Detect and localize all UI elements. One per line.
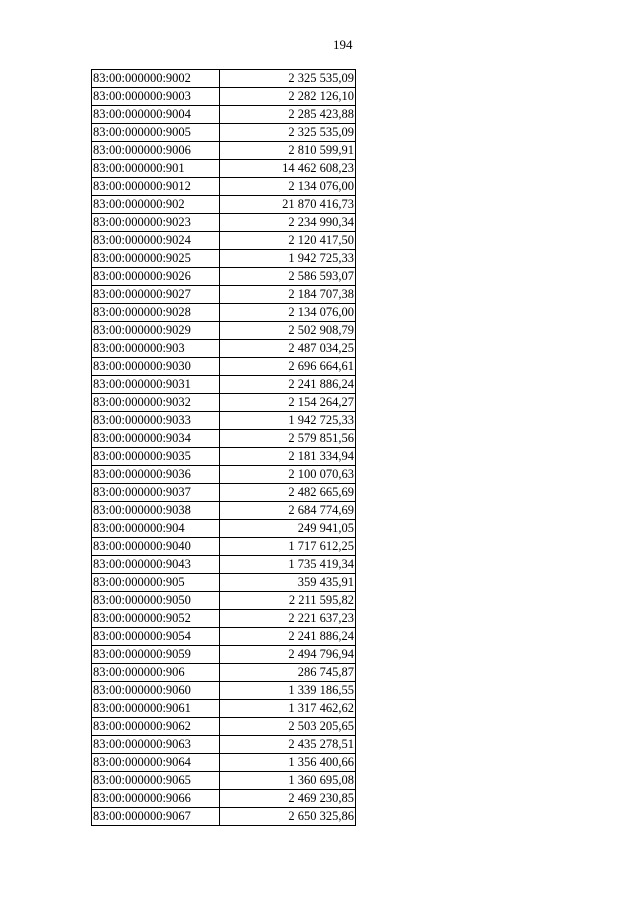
cadastral-number-cell: 83:00:000000:9038 [92, 502, 220, 520]
cadastral-value-cell: 2 482 665,69 [220, 484, 356, 502]
table-row [92, 682, 356, 700]
table-row [92, 448, 356, 466]
table-row [92, 754, 356, 772]
cadastral-number-cell: 83:00:000000:9040 [92, 538, 220, 556]
cadastral-value-cell: 2 810 599,91 [220, 142, 356, 160]
cadastral-number-cell: 83:00:000000:9027 [92, 286, 220, 304]
table-row [92, 628, 356, 646]
table-row [92, 124, 356, 142]
table-row [92, 502, 356, 520]
page-number: 194 [333, 37, 353, 52]
table-row [92, 520, 356, 538]
table-row [92, 700, 356, 718]
cadastral-value-cell: 1 717 612,25 [220, 538, 356, 556]
cadastral-number-cell: 83:00:000000:9024 [92, 232, 220, 250]
table-row [92, 70, 356, 88]
cadastral-value-cell: 2 579 851,56 [220, 430, 356, 448]
cadastral-number-cell: 83:00:000000:9063 [92, 736, 220, 754]
table-row [92, 142, 356, 160]
cadastral-number-cell: 83:00:000000:9067 [92, 808, 220, 826]
cadastral-value-cell: 2 494 796,94 [220, 646, 356, 664]
cadastral-number-cell: 83:00:000000:9002 [92, 70, 220, 88]
cadastral-value-cell: 2 134 076,00 [220, 304, 356, 322]
cadastral-value-cell: 2 184 707,38 [220, 286, 356, 304]
table-row [92, 250, 356, 268]
table-row [92, 646, 356, 664]
cadastral-number-cell: 83:00:000000:9028 [92, 304, 220, 322]
cadastral-value-cell: 1 735 419,34 [220, 556, 356, 574]
cadastral-number-cell: 83:00:000000:9060 [92, 682, 220, 700]
cadastral-value-cell: 2 285 423,88 [220, 106, 356, 124]
cadastral-number-cell: 83:00:000000:9005 [92, 124, 220, 142]
cadastral-number-cell: 83:00:000000:9061 [92, 700, 220, 718]
cadastral-value-cell: 1 339 186,55 [220, 682, 356, 700]
table-row [92, 88, 356, 106]
cadastral-value-cell: 2 684 774,69 [220, 502, 356, 520]
cadastral-number-cell: 83:00:000000:9034 [92, 430, 220, 448]
cadastral-number-cell: 83:00:000000:9050 [92, 592, 220, 610]
cadastral-value-cell: 14 462 608,23 [220, 160, 356, 178]
cadastral-value-cell: 2 325 535,09 [220, 70, 356, 88]
cadastral-number-cell: 83:00:000000:9059 [92, 646, 220, 664]
cadastral-number-cell: 83:00:000000:9004 [92, 106, 220, 124]
table-row [92, 466, 356, 484]
cadastral-value-cell: 1 942 725,33 [220, 412, 356, 430]
table-row [92, 214, 356, 232]
cadastral-number-cell: 83:00:000000:9029 [92, 322, 220, 340]
cadastral-value-cell: 2 503 205,65 [220, 718, 356, 736]
cadastral-value-cell: 249 941,05 [220, 520, 356, 538]
table-row [92, 610, 356, 628]
cadastral-value-table [91, 69, 356, 826]
cadastral-number-cell: 83:00:000000:9062 [92, 718, 220, 736]
table-row [92, 790, 356, 808]
table-row [92, 358, 356, 376]
cadastral-value-cell: 2 586 593,07 [220, 268, 356, 286]
cadastral-number-cell: 83:00:000000:9012 [92, 178, 220, 196]
table-row [92, 736, 356, 754]
cadastral-number-cell: 83:00:000000:9037 [92, 484, 220, 502]
cadastral-number-cell: 83:00:000000:9023 [92, 214, 220, 232]
cadastral-value-cell: 2 696 664,61 [220, 358, 356, 376]
table-row [92, 538, 356, 556]
table-row [92, 808, 356, 826]
cadastral-value-cell: 2 134 076,00 [220, 178, 356, 196]
cadastral-value-cell: 1 942 725,33 [220, 250, 356, 268]
table-row [92, 322, 356, 340]
table-row [92, 286, 356, 304]
cadastral-value-cell: 2 181 334,94 [220, 448, 356, 466]
cadastral-number-cell: 83:00:000000:9035 [92, 448, 220, 466]
cadastral-value-cell: 2 502 908,79 [220, 322, 356, 340]
table-row [92, 196, 356, 214]
cadastral-value-cell: 2 241 886,24 [220, 628, 356, 646]
cadastral-value-cell: 21 870 416,73 [220, 196, 356, 214]
table-row [92, 592, 356, 610]
cadastral-value-cell: 1 356 400,66 [220, 754, 356, 772]
table-row [92, 304, 356, 322]
cadastral-number-cell: 83:00:000000:903 [92, 340, 220, 358]
table-row [92, 574, 356, 592]
cadastral-number-cell: 83:00:000000:9032 [92, 394, 220, 412]
table-row [92, 430, 356, 448]
cadastral-number-cell: 83:00:000000:9031 [92, 376, 220, 394]
cadastral-number-cell: 83:00:000000:9026 [92, 268, 220, 286]
cadastral-number-cell: 83:00:000000:906 [92, 664, 220, 682]
cadastral-value-cell: 1 317 462,62 [220, 700, 356, 718]
cadastral-number-cell: 83:00:000000:9043 [92, 556, 220, 574]
cadastral-value-cell: 2 650 325,86 [220, 808, 356, 826]
table-body [92, 70, 356, 826]
table-row [92, 394, 356, 412]
table-row [92, 160, 356, 178]
cadastral-value-cell: 2 120 417,50 [220, 232, 356, 250]
table-row [92, 556, 356, 574]
cadastral-number-cell: 83:00:000000:9052 [92, 610, 220, 628]
cadastral-number-cell: 83:00:000000:9066 [92, 790, 220, 808]
cadastral-number-cell: 83:00:000000:904 [92, 520, 220, 538]
table-row [92, 106, 356, 124]
cadastral-value-cell: 2 325 535,09 [220, 124, 356, 142]
cadastral-number-cell: 83:00:000000:9006 [92, 142, 220, 160]
cadastral-number-cell: 83:00:000000:9036 [92, 466, 220, 484]
cadastral-value-cell: 2 487 034,25 [220, 340, 356, 358]
cadastral-value-cell: 2 100 070,63 [220, 466, 356, 484]
cadastral-number-cell: 83:00:000000:9030 [92, 358, 220, 376]
table-row [92, 412, 356, 430]
cadastral-number-cell: 83:00:000000:905 [92, 574, 220, 592]
cadastral-value-cell: 2 221 637,23 [220, 610, 356, 628]
table-row [92, 772, 356, 790]
cadastral-value-cell: 2 469 230,85 [220, 790, 356, 808]
cadastral-value-cell: 2 435 278,51 [220, 736, 356, 754]
table-row [92, 268, 356, 286]
table-row [92, 232, 356, 250]
cadastral-value-cell: 2 211 595,82 [220, 592, 356, 610]
cadastral-value-cell: 2 234 990,34 [220, 214, 356, 232]
cadastral-number-cell: 83:00:000000:9064 [92, 754, 220, 772]
cadastral-number-cell: 83:00:000000:9033 [92, 412, 220, 430]
cadastral-number-cell: 83:00:000000:9003 [92, 88, 220, 106]
cadastral-value-cell: 1 360 695,08 [220, 772, 356, 790]
cadastral-number-cell: 83:00:000000:901 [92, 160, 220, 178]
table-row [92, 376, 356, 394]
cadastral-number-cell: 83:00:000000:9025 [92, 250, 220, 268]
cadastral-value-cell: 359 435,91 [220, 574, 356, 592]
cadastral-value-cell: 2 282 126,10 [220, 88, 356, 106]
table-row [92, 340, 356, 358]
cadastral-number-cell: 83:00:000000:9054 [92, 628, 220, 646]
table-row [92, 484, 356, 502]
cadastral-number-cell: 83:00:000000:902 [92, 196, 220, 214]
cadastral-value-cell: 286 745,87 [220, 664, 356, 682]
table-row [92, 718, 356, 736]
cadastral-value-cell: 2 154 264,27 [220, 394, 356, 412]
cadastral-value-cell: 2 241 886,24 [220, 376, 356, 394]
table-row [92, 664, 356, 682]
table-row [92, 178, 356, 196]
cadastral-number-cell: 83:00:000000:9065 [92, 772, 220, 790]
